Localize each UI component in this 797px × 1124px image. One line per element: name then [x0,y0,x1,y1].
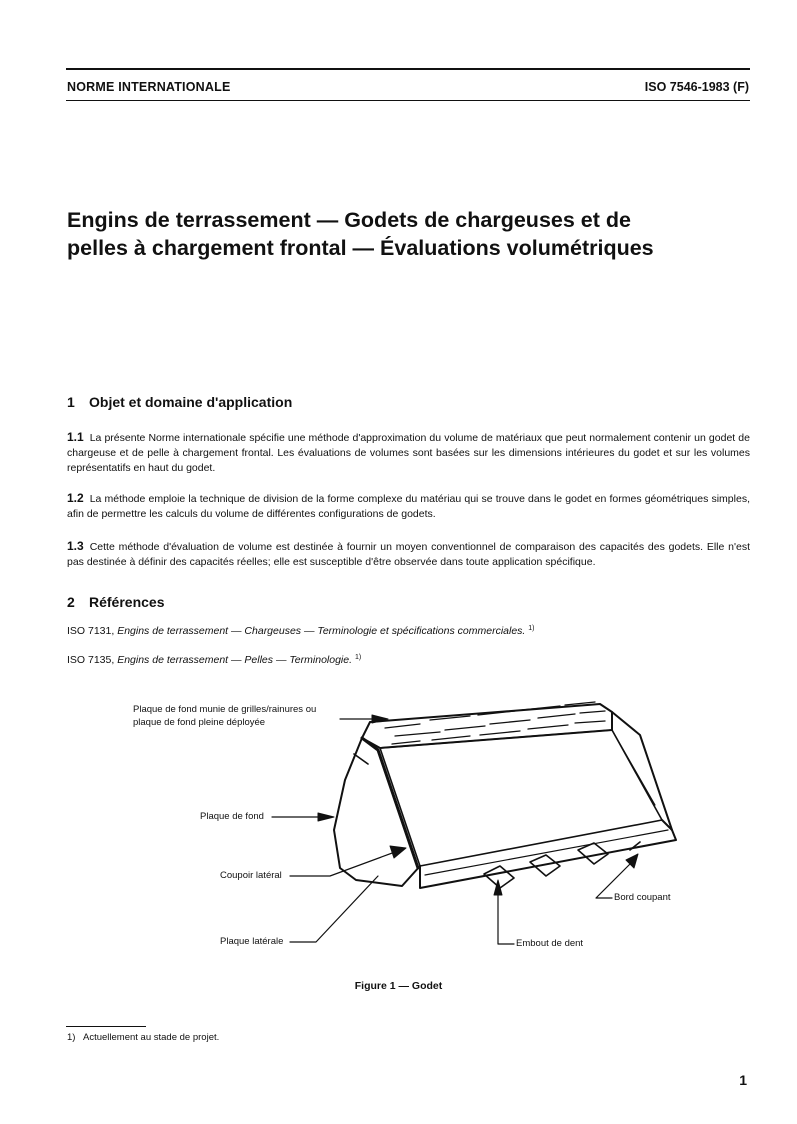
bucket-drawing [0,690,797,970]
leader-tooth [498,895,514,944]
left-side-plate [334,738,420,886]
paragraph-text: Cette méthode d'évaluation de volume est destinée à fournir un moyen conventionnel de comparaison des capacités des godets. Elle n'est pas destinée à définir des capacités réelles; elle est susceptible d'être observée dans toute application spécifique. [67,541,750,568]
section-2-title: Références [89,594,165,610]
section-1-number: 1 [67,394,75,410]
grille-slot [430,716,485,740]
title-line-1: Engins de terrassement — Godets de chargeuses et de [67,208,631,232]
footnote [67,1032,219,1043]
right-side-plate [612,712,672,830]
grille-slot [522,706,575,729]
page-number: 1 [739,1072,747,1088]
figure-bucket [0,690,797,970]
paragraph-number: 1.3 [67,539,84,553]
label-tooth-tip: Embout de dent [516,938,584,949]
footnote-marker: 1) [354,654,362,661]
paragraph-1-3 [67,539,750,570]
figure-caption: Figure 1 — Godet [354,980,443,992]
label-cutting-edge: Bord coupant [614,892,671,903]
reference-title: Engins de terrassement — Pelles — Terminologie. [117,654,353,666]
header-standard-label: NORME INTERNATIONALE [67,80,231,94]
footnote-text: Actuellement au stade de projet. [83,1032,220,1043]
grille-slot [478,711,530,735]
footnote-marker: 1) [528,625,535,632]
paragraph-number: 1.1 [67,430,84,444]
bottom-plate [380,730,662,866]
section-2-heading [67,594,165,610]
top-rule [66,68,750,70]
section-1-title: Objet et domaine d'application [89,394,293,410]
label-bottom-plate: Plaque de fond [200,811,264,822]
section-1-heading [67,394,292,410]
paragraph-text: La méthode emploie la technique de division de la forme complexe du matériau qui se trouve dans le godet en formes géométriques simples, afin de permettre les calculs du volume de différentes configurations de godets. [67,493,750,520]
label-side-cutter: Coupoir latéral [220,870,282,881]
cutting-edge-inner [425,830,668,875]
label-grille-plate-1: Plaque de fond munie de grilles/rainures ou [133,704,317,715]
side-cutter [362,738,418,868]
grille-slot [385,724,440,744]
reference-iso-7135 [67,654,361,666]
label-grille-plate-2: plaque de fond pleine déployée [133,717,266,728]
arrow-cutter [390,846,406,858]
paragraph-1-2 [67,491,750,522]
reference-code: ISO 7131, [67,625,115,637]
reference-iso-7131 [67,625,535,637]
label-side-plate: Plaque latérale [220,936,284,947]
leader-cutter [290,852,395,876]
footnote-number: 1) [67,1032,76,1043]
header-rule [66,100,750,101]
paragraph-number: 1.2 [67,491,84,505]
document-title [67,206,767,262]
title-line-2: pelles à chargement frontal — Évaluations volumétriques [67,236,654,260]
reference-code: ISO 7135, [67,654,115,666]
paragraph-text: La présente Norme internationale spécifie une méthode d'approximation du volume de matériaux que peut normalement contenir un godet de chargeuse et de pelle à chargement frontal. Les évaluations de volumes sont basées sur les dimensions intérieures du godet et sur les volumes représentatifs en haut du godet. [67,432,750,474]
arrow-bottom-plate [318,813,334,821]
header-standard-number: ISO 7546-1983 (F) [644,80,749,94]
paragraph-1-1 [67,430,750,476]
side-cutter-inner [354,754,368,764]
leader-side-plate [290,876,378,942]
right-side-edge [612,730,655,805]
reference-title: Engins de terrassement — Chargeuses — Terminologie et spécifications commerciales. [117,625,526,637]
section-2-number: 2 [67,594,75,610]
footnote-rule [66,1026,146,1027]
tooth-base [630,842,640,850]
